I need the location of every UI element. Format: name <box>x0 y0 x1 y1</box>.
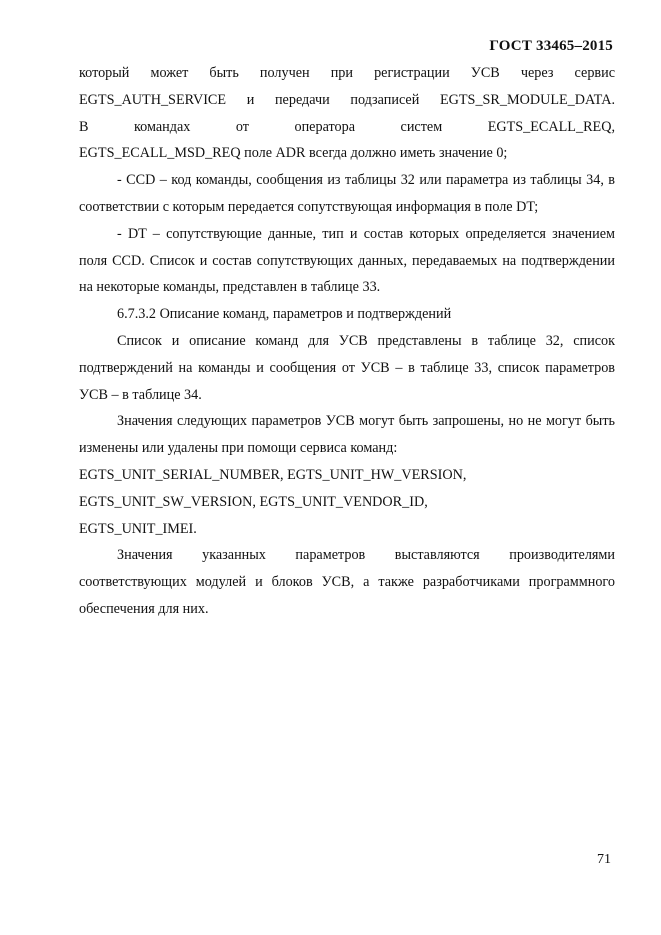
paragraph-readonly-params: Значения следующих параметров УСВ могут быть запрошены, но не могут быть изменены или удалены при помощи сервиса команд: <box>79 413 615 457</box>
paragraph-ccd: - CCD – код команды, сообщения из таблицы 32 или параметра из таблицы 34, в соответствии с которым передается сопутствующая информация в поле DT; <box>79 172 615 215</box>
text-line: который может быть получен при регистрации УСВ через сервис <box>79 65 615 81</box>
page-number: 71 <box>597 852 611 867</box>
document-header: ГОСТ 33465–2015 <box>489 38 613 54</box>
paragraph-dt: - DT – сопутствующие данные, тип и состав которых определяется значением поля CCD. Список и состав сопутствующих данных, передаваемых на подтверждении на некоторые команды, представлен в таблице 33. <box>79 225 615 296</box>
paragraph-tables-list: Список и описание команд для УСВ представлены в таблице 32, список подтверждений на команды и сообщения от УСВ – в таблице 33, список параметров УСВ – в таблице 34. <box>79 332 615 403</box>
text-line: EGTS_ECALL_MSD_REQ поле ADR всегда должно иметь значение 0; <box>79 145 508 162</box>
section-heading: 6.7.3.2 Описание команд, параметров и подтверждений <box>117 306 452 323</box>
paragraph-manufacturers: Значения указанных параметров выставляются производителями соответствующих модулей и блоков УСВ, а также разработчиками программного обеспечения для них. <box>79 547 615 617</box>
document-body <box>79 60 615 623</box>
parameter-list <box>79 462 615 542</box>
text-line: В командах от оператора систем EGTS_ECALL_REQ, <box>79 118 615 135</box>
text-line: EGTS_AUTH_SERVICE и передачи подзаписей EGTS_SR_MODULE_DATA. <box>79 91 615 108</box>
parameter-line: EGTS_UNIT_IMEI. <box>79 520 197 537</box>
paragraph-continuation <box>79 60 615 167</box>
parameter-line: EGTS_UNIT_SERIAL_NUMBER, EGTS_UNIT_HW_VERSION, <box>79 466 467 483</box>
parameter-line: EGTS_UNIT_SW_VERSION, EGTS_UNIT_VENDOR_ID, <box>79 493 428 510</box>
